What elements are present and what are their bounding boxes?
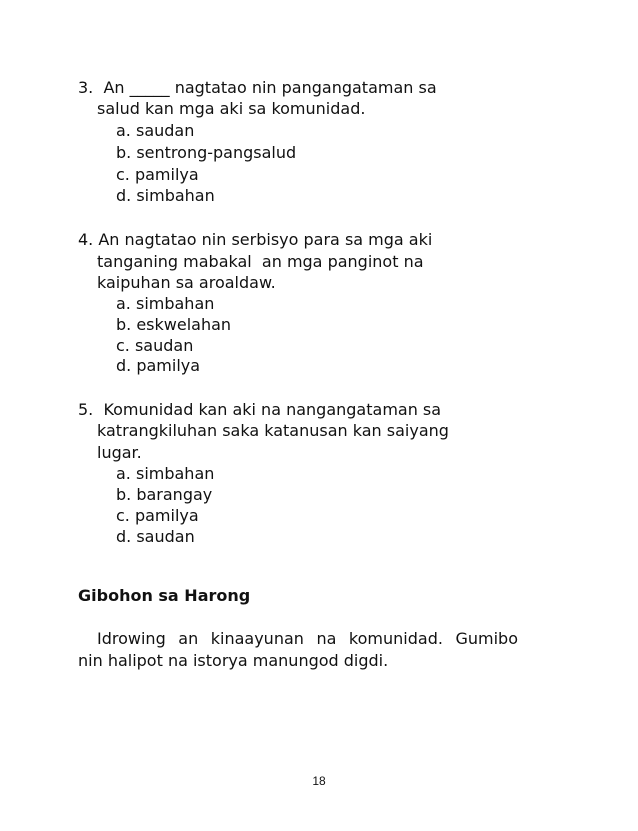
question-4-choice-b: b. eskwelahan — [116, 315, 232, 334]
question-3-choice-a: a. saudan — [116, 121, 195, 140]
homework-paragraph-line-2: nin halipot na istorya manungod digdi. — [78, 651, 389, 670]
question-3-choice-b: b. sentrong-pangsalud — [116, 143, 297, 162]
question-5-choice-a: a. simbahan — [116, 464, 215, 483]
question-3-choice-c: c. pamilya — [116, 165, 199, 184]
question-5-stem-line-3: lugar. — [97, 443, 142, 462]
question-4-choice-c: c. saudan — [116, 336, 194, 355]
question-5-stem-line-2: katrangkiluhan saka katanusan kan saiyang — [97, 421, 449, 440]
section-heading: Gibohon sa Harong — [78, 586, 251, 605]
question-5-stem-line-1: 5. Komunidad kan aki na nangangataman sa — [78, 400, 442, 419]
page-number: 18 — [312, 774, 326, 788]
question-3-stem-line-1: 3. An _____ nagtatao nin pangangataman sa — [78, 78, 437, 97]
question-4-stem-line-2: tanganing mabakal an mga panginot na — [97, 252, 424, 271]
question-3-choice-d: d. simbahan — [116, 186, 215, 205]
question-5-choice-b: b. barangay — [116, 485, 213, 504]
homework-paragraph-line-1: Idrowing an kinaayunan na komunidad. Gumibo — [97, 629, 518, 648]
question-4-choice-d: d. pamilya — [116, 356, 201, 375]
question-4-stem-line-1: 4. An nagtatao nin serbisyo para sa mga aki — [78, 230, 433, 249]
question-5-choice-c: c. pamilya — [116, 506, 199, 525]
question-4-stem-line-3: kaipuhan sa aroaldaw. — [97, 273, 276, 292]
question-4-choice-a: a. simbahan — [116, 294, 215, 313]
question-3-stem-line-2: salud kan mga aki sa komunidad. — [97, 99, 366, 118]
question-5-choice-d: d. saudan — [116, 527, 195, 546]
